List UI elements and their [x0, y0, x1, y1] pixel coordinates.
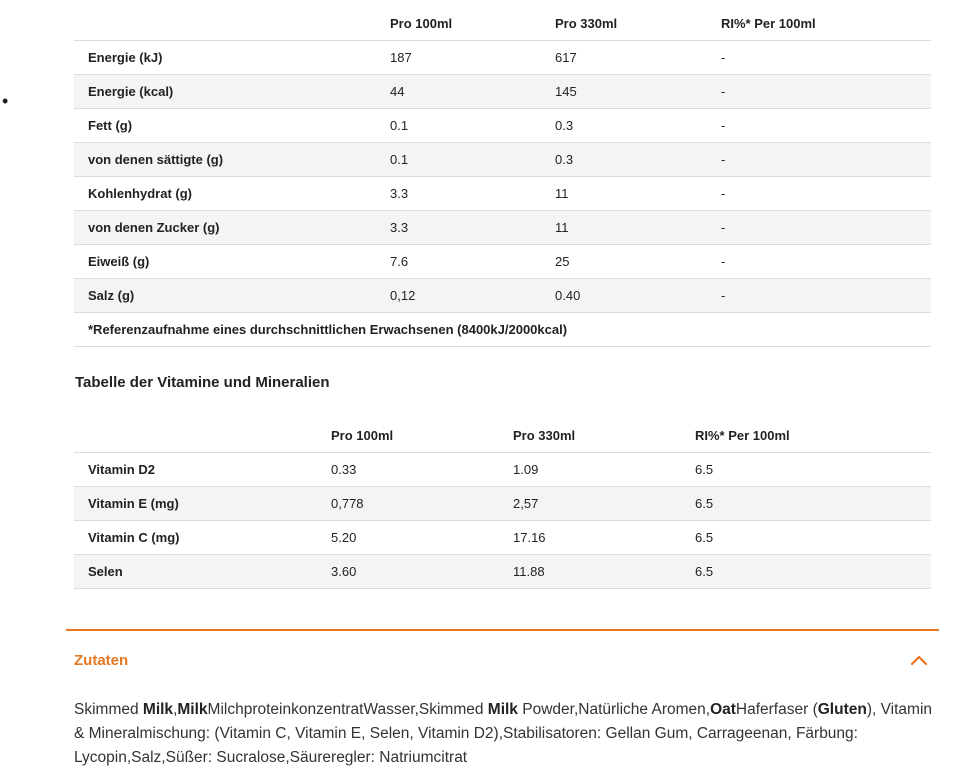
vitamins-header-per330: Pro 330ml [513, 427, 576, 443]
allergen-milk: Milk [487, 701, 518, 718]
table-row [74, 279, 931, 313]
value-per330: 617 [555, 41, 721, 75]
accordion-divider [66, 629, 939, 631]
table-row [74, 177, 931, 211]
value-per330: 11 [555, 177, 721, 211]
value-ri: - [721, 177, 931, 211]
nutrient-name: Energie (kcal) [74, 75, 390, 109]
vitamins-header-label [74, 418, 331, 453]
ingredient-part: Skimmed [74, 701, 143, 718]
nutrient-name: Salz (g) [74, 279, 390, 313]
value-ri: 6.5 [695, 521, 931, 555]
allergen-gluten: Gluten [817, 701, 867, 718]
value-ri: 6.5 [695, 555, 931, 589]
value-per100: 7.6 [390, 245, 555, 279]
value-per330: 0.40 [555, 279, 721, 313]
allergen-milk: Milk [177, 701, 208, 718]
value-per330: 145 [555, 75, 721, 109]
nutrition-header-label [74, 6, 390, 41]
vitamin-name: Selen [74, 555, 331, 589]
value-per100: 0.33 [331, 453, 513, 487]
value-per100: 0.1 [390, 109, 555, 143]
bullet-dot-icon: • [2, 91, 9, 111]
table-row [74, 109, 931, 143]
value-ri: - [721, 279, 931, 313]
nutrition-header-per100: Pro 100ml [390, 15, 453, 31]
vitamins-header-per100: Pro 100ml [331, 427, 394, 443]
nutrient-name: von denen Zucker (g) [74, 211, 390, 245]
value-ri: - [721, 143, 931, 177]
value-ri: - [721, 211, 931, 245]
value-ri: - [721, 245, 931, 279]
vitamin-name: Vitamin D2 [74, 453, 331, 487]
value-per330: 0.3 [555, 109, 721, 143]
value-ri: - [721, 109, 931, 143]
ingredient-part: MilchproteinkonzentratWasser,Skimmed [207, 701, 488, 718]
value-per100: 44 [390, 75, 555, 109]
value-per330: 17.16 [513, 521, 695, 555]
table-row [74, 453, 931, 487]
ingredient-part: , [173, 701, 178, 718]
nutrition-header-per330: Pro 330ml [555, 15, 618, 31]
table-row [74, 211, 931, 245]
nutrient-name: Energie (kJ) [74, 41, 390, 75]
vitamins-table [74, 418, 931, 589]
value-ri: - [721, 41, 931, 75]
value-per330: 25 [555, 245, 721, 279]
ingredient-part: Powder,Natürliche Aromen, [517, 701, 711, 718]
vitamins-header-ri: RI%* Per 100ml [695, 427, 790, 443]
nutrient-name: Eiweiß (g) [74, 245, 390, 279]
table-row [74, 75, 931, 109]
value-per100: 0,778 [331, 487, 513, 521]
value-per330: 0.3 [555, 143, 721, 177]
table-row [74, 41, 931, 75]
chevron-up-icon[interactable] [910, 651, 928, 669]
nutrition-table [74, 6, 931, 347]
value-per100: 3.60 [331, 555, 513, 589]
table-row [74, 143, 931, 177]
table-row [74, 245, 931, 279]
nutrition-header-row [74, 6, 931, 41]
allergen-milk: Milk [142, 701, 174, 718]
value-per330: 11 [555, 211, 721, 245]
value-per330: 1.09 [513, 453, 695, 487]
accordion-title-zutaten[interactable]: Zutaten [74, 652, 129, 669]
value-ri: - [721, 75, 931, 109]
nutrient-name: von denen sättigte (g) [74, 143, 390, 177]
ingredient-part: Haferfaser ( [735, 701, 818, 718]
vitamin-name: Vitamin E (mg) [74, 487, 331, 521]
allergen-oat: Oat [710, 701, 736, 718]
value-per100: 0,12 [390, 279, 555, 313]
value-per100: 0.1 [390, 143, 555, 177]
value-ri: 6.5 [695, 487, 931, 521]
ingredient-part: ), Vitamin & Mineralmischung: (Vitamin C, Vitamin E, Selen, Vitamin D2),Stabilisatoren: Gellan Gum, Carrageenan, Färbung: Lycopin,Salz,Süßer: Sucralose,Säureregler: Natriumcitrat [74, 701, 933, 766]
value-per100: 5.20 [331, 521, 513, 555]
table-row [74, 487, 931, 521]
vitamins-title: Tabelle der Vitamine und Mineralien [75, 374, 330, 391]
value-per100: 187 [390, 41, 555, 75]
ri-footnote: *Referenzaufnahme eines durchschnittlichen Erwachsenen (8400kJ/2000kcal) [74, 313, 931, 347]
vitamins-header-row [74, 418, 931, 453]
value-per100: 3.3 [390, 177, 555, 211]
value-per330: 2,57 [513, 487, 695, 521]
table-row [74, 521, 931, 555]
value-ri: 6.5 [695, 453, 931, 487]
nutrition-header-ri: RI%* Per 100ml [721, 15, 816, 31]
footnote-row [74, 313, 931, 347]
value-per100: 3.3 [390, 211, 555, 245]
vitamin-name: Vitamin C (mg) [74, 521, 331, 555]
ingredients-text [74, 698, 934, 770]
value-per330: 11.88 [513, 555, 695, 589]
table-row [74, 555, 931, 589]
nutrient-name: Kohlenhydrat (g) [74, 177, 390, 211]
nutrient-name: Fett (g) [74, 109, 390, 143]
